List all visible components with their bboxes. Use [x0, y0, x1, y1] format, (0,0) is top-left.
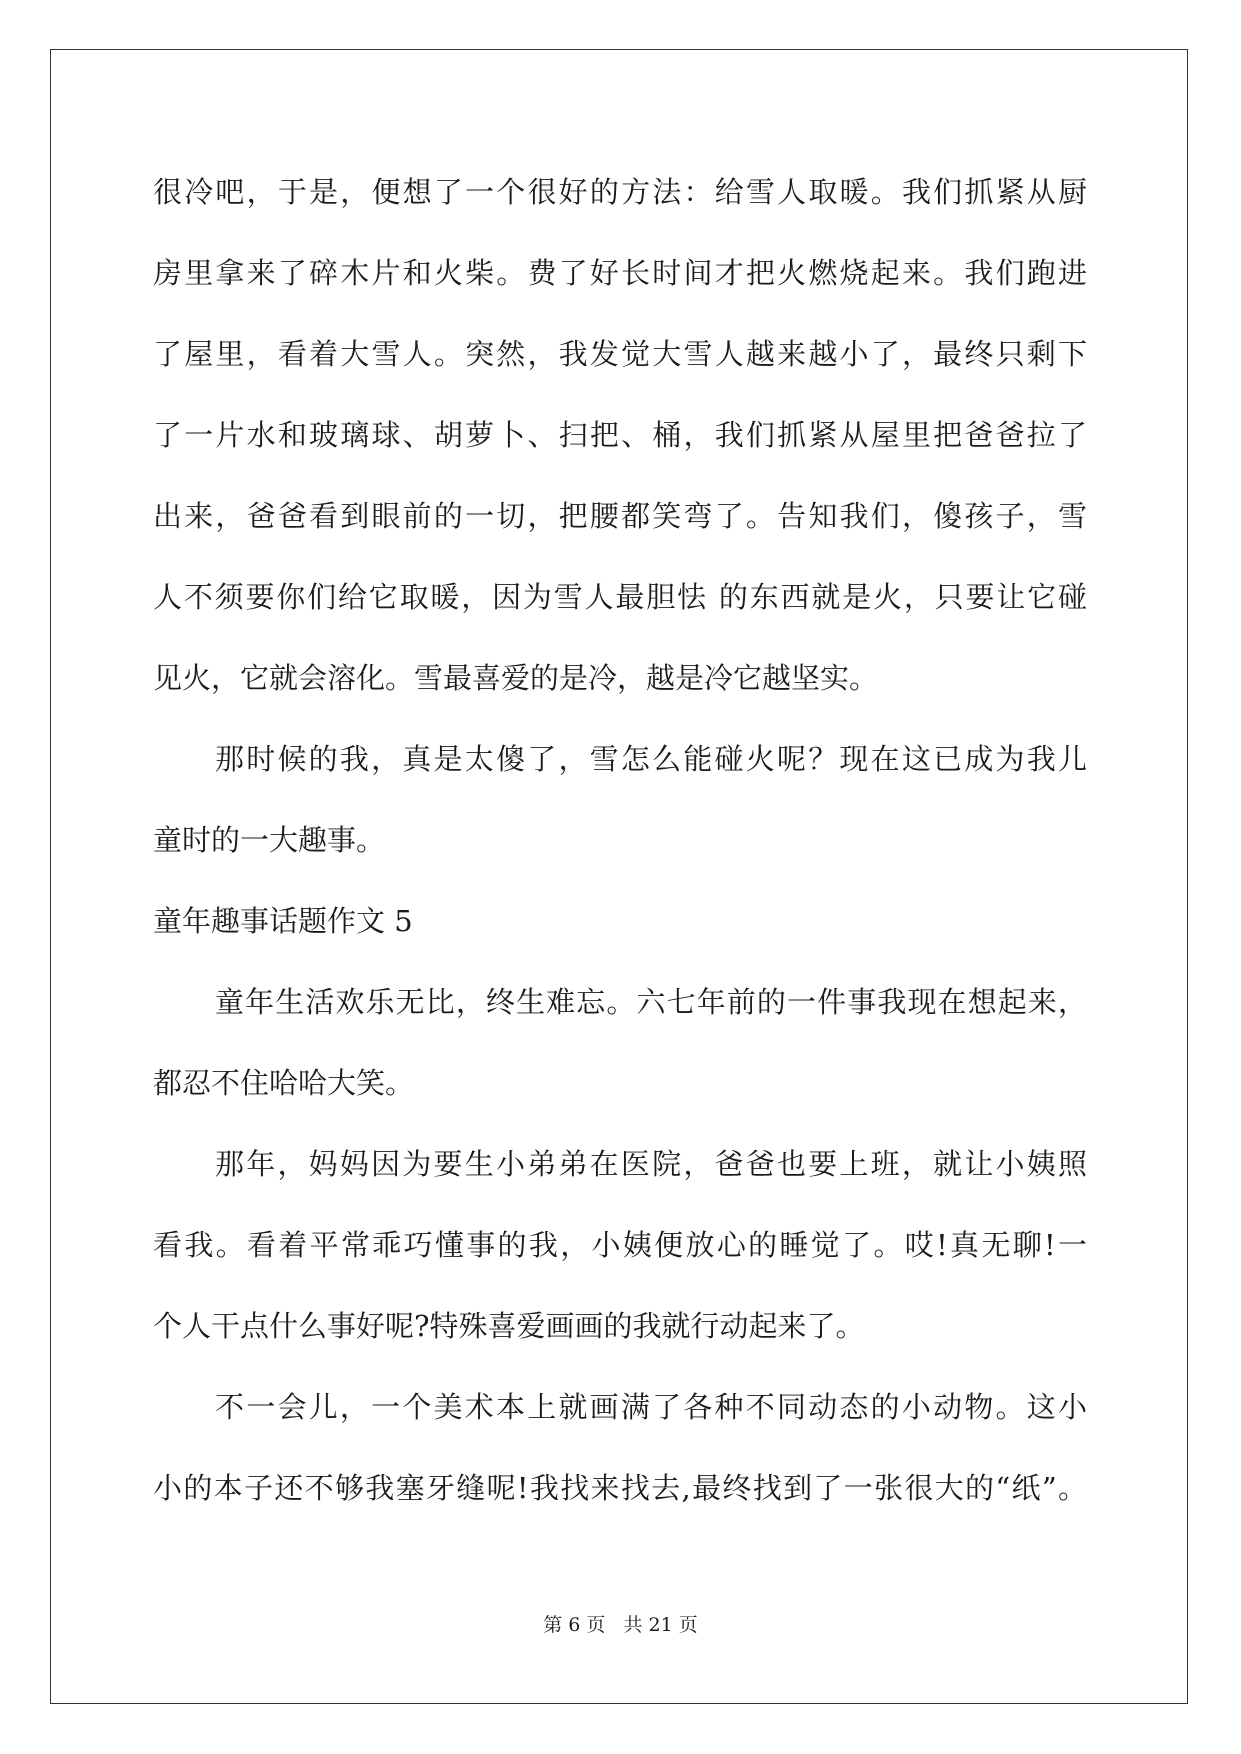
page-number: 第 6 页 — [543, 1614, 606, 1636]
text-line: 个人干点什么事好呢?特殊喜爱画画的我就行动起来了。 — [153, 1309, 865, 1343]
text-line: 人不须要你们给它取暖，因为雪人最胆怯 的东西就是火，只要让它碰 — [153, 580, 1087, 614]
text-line: 出来，爸爸看到眼前的一切，把腰都笑弯了。告知我们，傻孩子，雪 — [153, 499, 1087, 533]
text-line: 童时的一大趣事。 — [153, 823, 386, 857]
text-line: 那时候的我，真是太傻了，雪怎么能碰火呢？现在这已成为我儿 — [215, 742, 1087, 776]
text-line: 小的本子还不够我塞牙缝呢!我找来找去,最终找到了一张很大的“纸”。 — [153, 1471, 1087, 1505]
text-line: 都忍不住哈哈大笑。 — [153, 1066, 415, 1100]
page-footer — [0, 1610, 1241, 1637]
section-heading: 童年趣事话题作文 5 — [153, 904, 413, 938]
text-line: 很冷吧，于是，便想了一个很好的方法：给雪人取暖。我们抓紧从厨 — [153, 175, 1087, 209]
text-line: 房里拿来了碎木片和火柴。费了好长时间才把火燃烧起来。我们跑进 — [153, 256, 1087, 290]
text-line: 不一会儿，一个美术本上就画满了各种不同动态的小动物。这小 — [215, 1390, 1087, 1424]
text-line: 童年生活欢乐无比，终生难忘。六七年前的一件事我现在想起来， — [215, 985, 1087, 1019]
page-total: 共 21 页 — [623, 1614, 698, 1636]
document-body — [153, 152, 1087, 1529]
text-line: 了一片水和玻璃球、胡萝卜、扫把、桶，我们抓紧从屋里把爸爸拉了 — [153, 418, 1087, 452]
text-line: 见火，它就会溶化。雪最喜爱的是冷，越是冷它越坚实。 — [153, 661, 879, 695]
text-line: 那年，妈妈因为要生小弟弟在医院，爸爸也要上班，就让小姨照 — [215, 1147, 1087, 1181]
text-line: 看我。看着平常乖巧懂事的我，小姨便放心的睡觉了。哎!真无聊!一 — [153, 1228, 1087, 1262]
text-line: 了屋里，看着大雪人。突然，我发觉大雪人越来越小了，最终只剩下 — [153, 337, 1087, 371]
